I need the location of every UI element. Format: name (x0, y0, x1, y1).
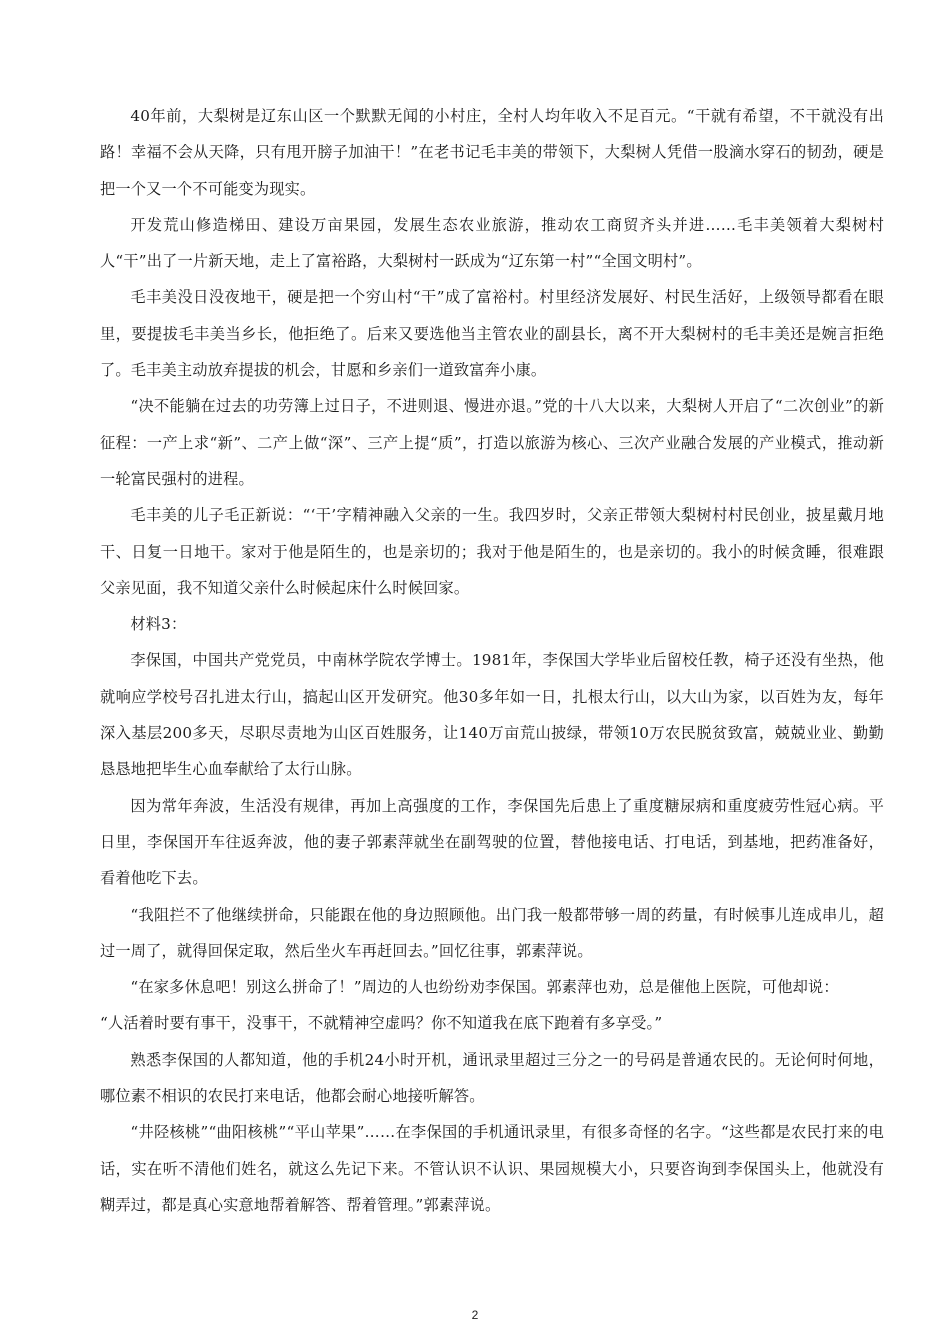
paragraph-9: “在家多休息吧！别这么拼命了！”周边的人也纷纷劝李保国。郭素萍也劝，总是催他上医院，可他却说： (130, 978, 839, 997)
section-label-material-3: 材料3： (130, 615, 187, 634)
paragraph-1: 40年前，大梨树是辽东山区一个默默无闻的小村庄，全村人均年收入不足百元。“干就有希望，不干就没有出路！幸福不会从天降，只有甩开膀子加油干！”在老书记毛丰美的带领下，大梨树人凭借一股滴水穿石的韧劲，硬是把一个又一个不可能变为现实。 (100, 107, 884, 198)
paragraph-11: “井陉核桃”“曲阳核桃”“平山苹果”……在李保国的手机通讯录里，有很多奇怪的名字。“这些都是农民打来的电话，实在听不清他们姓名，就这么先记下来。不管认识不认识、果园规模大小，只要咨询到李保国头上，他就没有糊弄过，都是真心实意地帮着解答、帮着管理。”郭素萍说。 (100, 1123, 884, 1214)
paragraph-9-continued: “人活着时要有事干，没事干，不就精神空虚吗？你不知道我在底下跑着有多享受。” (100, 1014, 663, 1033)
paragraph-10: 熟悉李保国的人都知道，他的手机24小时开机，通讯录里超过三分之一的号码是普通农民的。无论何时何地，哪位素不相识的农民打来电话，他都会耐心地接听解答。 (100, 1050, 884, 1106)
paragraph-4: “决不能躺在过去的功劳簿上过日子，不进则退、慢进亦退。”党的十八大以来，大梨树人开启了“二次创业”的新征程：一产上求“新”、二产上做“深”、三产上提“质”，打造以旅游为核心、三次产业融合发展的产业模式，推动新一轮富民强村的进程。 (100, 397, 884, 488)
paragraph-5: 毛丰美的儿子毛正新说：“‘干’字精神融入父亲的一生。我四岁时，父亲正带领大梨树村村民创业，披星戴月地干、日复一日地干。家对于他是陌生的，也是亲切的；我对于他是陌生的，也是亲切的。我小的时候贪睡，很难跟父亲见面，我不知道父亲什么时候起床什么时候回家。 (100, 506, 884, 597)
paragraph-8: “我阻拦不了他继续拼命，只能跟在他的身边照顾他。出门我一般都带够一周的药量，有时候事儿连成串儿，超过一周了，就得回保定取，然后坐火车再赶回去。”回忆往事，郭素萍说。 (100, 905, 884, 960)
paragraph-2: 开发荒山修造梯田、建设万亩果园，发展生态农业旅游，推动农工商贸齐头并进……毛丰美领着大梨树村人“干”出了一片新天地，走上了富裕路，大梨树村一跃成为“辽东第一村”“全国文明村”。 (100, 215, 884, 271)
paragraph-3: 毛丰美没日没夜地干，硬是把一个穷山村“干”成了富裕村。村里经济发展好、村民生活好，上级领导都看在眼里，要提拔毛丰美当乡长，他拒绝了。后来又要选他当主管农业的副县长，离不开大梨树村的毛丰美还是婉言拒绝了。毛丰美主动放弃提拔的机会，甘愿和乡亲们一道致富奔小康。 (100, 288, 884, 380)
paragraph-6: 李保国，中国共产党党员，中南林学院农学博士。1981年，李保国大学毕业后留校任教，椅子还没有坐热，他就响应学校号召扎进太行山，搞起山区开发研究。他30多年如一日，扎根太行山，以大山为家，以百姓为友，每年深入基层200多天，尽职尽责地为山区百姓服务，让140万亩荒山披绿，带领10万农民脱贫致富，兢兢业业、勤勤恳恳地把毕生心血奉献给了太行山脉。 (100, 651, 884, 779)
paragraph-7: 因为常年奔波，生活没有规律，再加上高强度的工作，李保国先后患上了重度糖尿病和重度疲劳性冠心病。平日里，李保国开车往返奔波，他的妻子郭素萍就坐在副驾驶的位置，替他接电话、打电话，到基地，把药准备好，看着他吃下去。 (100, 796, 884, 888)
page-number: 2 (471, 1308, 479, 1322)
document-body (100, 98, 884, 1223)
